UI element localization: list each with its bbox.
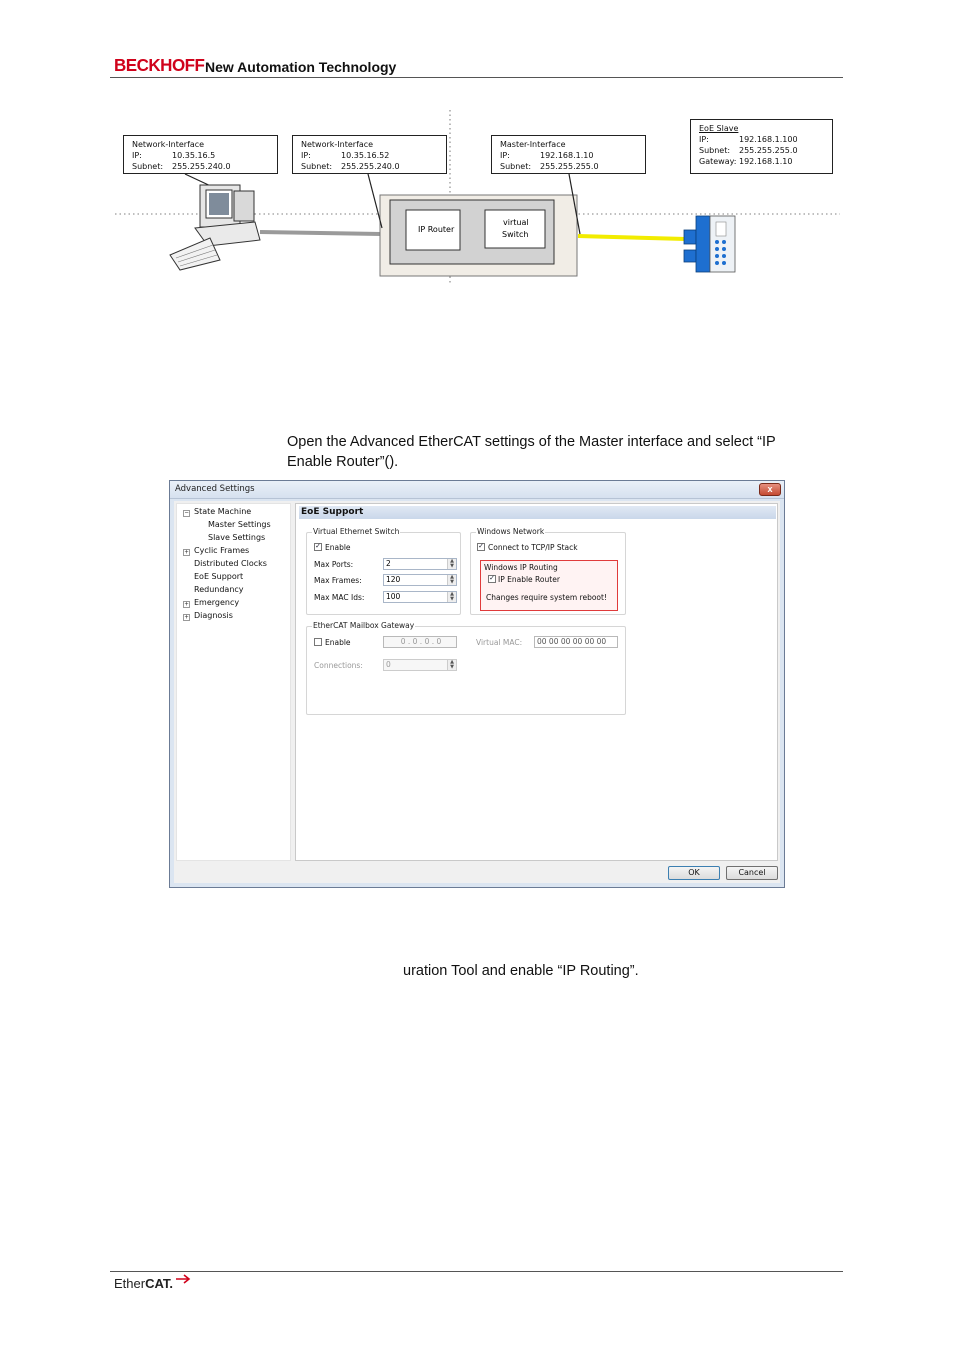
mailbox-gateway-group xyxy=(306,621,626,715)
connections-stepper[interactable] xyxy=(383,659,457,671)
tree-item-diagnosis[interactable]: Diagnosis xyxy=(194,611,233,620)
router-ip: 10.35.16.52 xyxy=(341,151,390,160)
ip-label: IP: xyxy=(699,135,709,144)
collapse-icon[interactable]: − xyxy=(184,510,189,517)
tree-item-redundancy[interactable]: Redundancy xyxy=(194,585,244,594)
max-mac-ids-value: 100 xyxy=(386,592,401,601)
ves-enable-checkbox[interactable]: ✓ xyxy=(315,543,321,550)
master-ip: 192.168.1.10 xyxy=(540,151,594,160)
subnet-label: Subnet: xyxy=(500,162,532,171)
pc-subnet: 255.255.240.0 xyxy=(172,162,231,171)
master-subnet: 255.255.255.0 xyxy=(540,162,599,171)
advanced-settings-dialog xyxy=(169,480,785,888)
logo-cat: CAT. xyxy=(145,1276,174,1291)
pc-interface-box xyxy=(123,135,278,174)
max-frames-value: 120 xyxy=(386,575,401,584)
settings-tree xyxy=(176,503,291,861)
ip-enable-router-label: IP Enable Router xyxy=(498,575,560,584)
tree-item-distributed-clocks[interactable]: Distributed Clocks xyxy=(194,559,267,568)
reboot-note: Changes require system reboot! xyxy=(486,593,607,602)
router-interface-box xyxy=(292,135,447,174)
spin-arrows-icon[interactable]: ▲ ▼ xyxy=(447,559,456,569)
router-interface-title: Network-Interface xyxy=(301,140,374,149)
header-tagline: New Automation Technology xyxy=(205,59,397,75)
dialog-body xyxy=(174,501,780,883)
ethercat-arrow-icon xyxy=(176,1274,192,1284)
connections-label: Connections: xyxy=(314,661,363,670)
ethercat-logo xyxy=(114,1276,173,1291)
expand-icon[interactable]: + xyxy=(184,601,189,608)
virtual-mac-field[interactable]: 00 00 00 00 00 00 xyxy=(534,636,618,648)
max-mac-ids-label: Max MAC Ids: xyxy=(314,593,365,602)
slave-gateway: 192.168.1.10 xyxy=(739,157,793,166)
master-interface-title: Master-Interface xyxy=(500,140,566,149)
instruction-paragraph xyxy=(287,432,847,472)
virtual-mac-label: Virtual MAC: xyxy=(476,638,523,647)
connect-tcpip-label: Connect to TCP/IP Stack xyxy=(488,543,578,552)
group-title: EtherCAT Mailbox Gateway xyxy=(313,621,415,630)
max-frames-label: Max Frames: xyxy=(314,576,362,585)
logo-ether: Ether xyxy=(114,1276,146,1291)
ethercat-cable xyxy=(578,236,686,239)
close-icon: x xyxy=(767,484,773,494)
router-subnet: 255.255.240.0 xyxy=(341,162,400,171)
dialog-titlebar[interactable] xyxy=(170,481,784,499)
pc-ip: 10.35.16.5 xyxy=(172,151,216,160)
computer-icon xyxy=(170,185,260,270)
spin-arrows-icon[interactable]: ▲ ▼ xyxy=(447,575,456,585)
footer-rule xyxy=(110,1271,843,1272)
tree-item-cyclic-frames[interactable]: Cyclic Frames xyxy=(194,546,250,555)
mailbox-enable-label: Enable xyxy=(325,638,351,647)
instruction-line-1: Open the Advanced EtherCAT settings of the Master interface and select “IP xyxy=(287,434,776,450)
virtual-ethernet-switch-group xyxy=(306,527,461,615)
routing-paragraph: uration Tool and enable “IP Routing”. xyxy=(403,963,639,979)
mailbox-enable-checkbox[interactable] xyxy=(314,638,322,646)
connect-tcpip-checkbox[interactable]: ✓ xyxy=(478,543,484,550)
header-rule xyxy=(110,77,843,78)
pc-interface-title: Network-Interface xyxy=(132,140,205,149)
tree-item-eoe-support[interactable]: EoE Support xyxy=(194,572,244,581)
ip-enable-router-checkbox[interactable]: ✓ xyxy=(489,575,495,582)
ves-enable-label: Enable xyxy=(325,543,351,552)
gateway-label: Gateway: xyxy=(699,157,737,166)
group-title: Windows Network xyxy=(477,527,545,536)
eoe-slave-device-icon xyxy=(684,216,735,272)
ip-routing-highlight xyxy=(480,560,618,611)
eoe-slave-box xyxy=(690,119,833,174)
instruction-line-2: Enable Router”(). xyxy=(287,454,399,470)
max-ports-stepper[interactable] xyxy=(383,558,457,570)
slave-ip: 192.168.1.100 xyxy=(739,135,798,144)
network-diagram xyxy=(110,110,845,290)
max-frames-stepper[interactable] xyxy=(383,574,457,586)
subnet-label: Subnet: xyxy=(699,146,731,155)
expand-icon[interactable]: + xyxy=(184,614,189,621)
ip-label: IP: xyxy=(301,151,311,160)
expand-icon[interactable]: + xyxy=(184,549,189,556)
max-ports-label: Max Ports: xyxy=(314,560,354,569)
connections-value: 0 xyxy=(386,660,391,669)
beckhoff-logo: BECKHOFF xyxy=(114,55,205,76)
panel-title: EoE Support xyxy=(299,506,776,519)
ip-label: IP: xyxy=(500,151,510,160)
windows-network-group xyxy=(470,527,626,615)
virtual-switch-box xyxy=(485,210,545,248)
tree-item-state-machine[interactable]: State Machine xyxy=(194,507,252,516)
virtual-switch-label-2: Switch xyxy=(502,230,529,239)
spin-arrows-icon[interactable]: ▲ ▼ xyxy=(447,592,456,602)
spin-arrows-icon[interactable]: ▲ ▼ xyxy=(447,660,456,670)
slave-subnet: 255.255.255.0 xyxy=(739,146,798,155)
gateway-ip-field[interactable]: 0 . 0 . 0 . 0 xyxy=(383,636,457,648)
tree-item-master-settings[interactable]: Master Settings xyxy=(208,520,271,529)
virtual-switch-label-1: virtual xyxy=(503,218,529,227)
ok-button[interactable]: OK xyxy=(668,866,720,880)
eoe-support-panel xyxy=(295,503,778,861)
cancel-button[interactable]: Cancel xyxy=(726,866,778,880)
max-mac-ids-stepper[interactable] xyxy=(383,591,457,603)
subnet-label: Subnet: xyxy=(301,162,333,171)
ip-router-label: IP Router xyxy=(418,225,455,234)
ip-label: IP: xyxy=(132,151,142,160)
windows-ip-routing-title: Windows IP Routing xyxy=(484,563,558,572)
dialog-title: Advanced Settings xyxy=(175,484,255,494)
tree-item-slave-settings[interactable]: Slave Settings xyxy=(208,533,266,542)
group-title: Virtual Ethernet Switch xyxy=(313,527,400,536)
max-ports-value: 2 xyxy=(386,559,391,568)
tree-item-emergency[interactable]: Emergency xyxy=(194,598,240,607)
master-interface-box xyxy=(491,135,646,174)
close-button[interactable] xyxy=(759,483,781,496)
eoe-slave-title: EoE Slave xyxy=(699,124,739,133)
subnet-label: Subnet: xyxy=(132,162,164,171)
ethernet-cable xyxy=(260,232,381,234)
